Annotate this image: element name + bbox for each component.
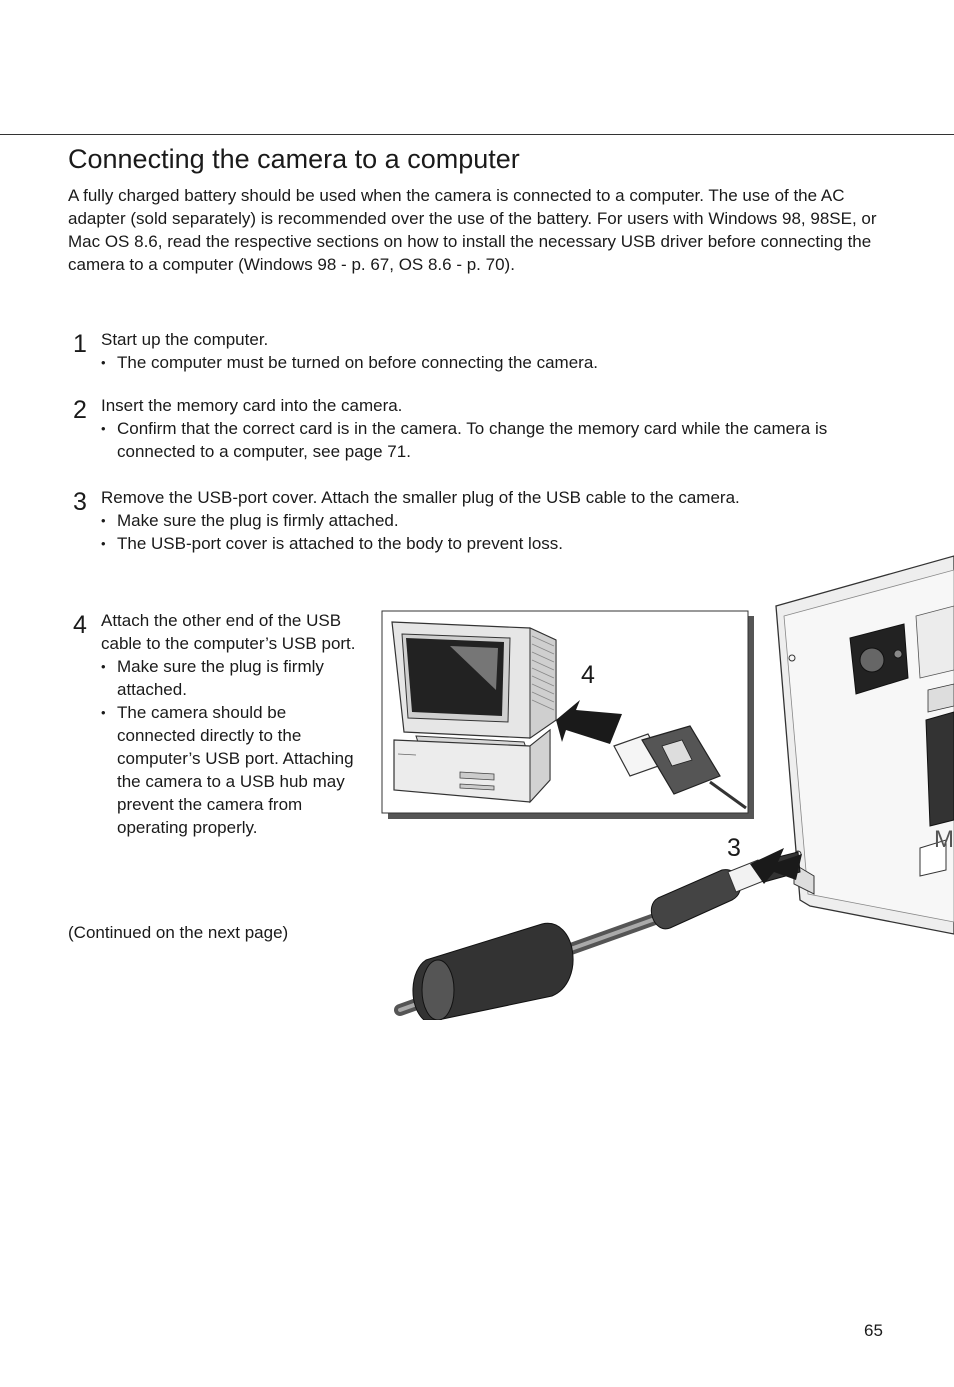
step-bullet: • The camera should be connected directly to the computer’s USB port. Attaching the camera to a USB hub may prevent the camera from operating properly. (101, 701, 363, 839)
step-number: 1 (73, 330, 87, 358)
step-bullet: • The USB-port cover is attached to the body to prevent loss. (101, 532, 898, 555)
step-number: 3 (73, 488, 87, 516)
step-bullet: • Make sure the plug is firmly attached. (101, 509, 898, 532)
step-number: 4 (73, 611, 87, 639)
intro-paragraph: A fully charged battery should be used when the camera is connected to a computer. The use of the AC adapter (sold separately) is recommended over the use of the battery. For users with Windows 98, 98SE, or Mac OS 8.6, read the respective sections on how to install the necessary USB driver before connecting the camera to a computer (Windows 98 - p. 67, OS 8.6 - p. 70). (68, 186, 877, 274)
connection-drawing (380, 550, 954, 1020)
computer-monitor-icon (392, 622, 556, 748)
step-text: Insert the memory card into the camera. (101, 396, 403, 415)
step-text: Start up the computer. (101, 330, 269, 349)
illustration-step-3-label: 3 (727, 834, 741, 862)
step-text: Remove the USB-port cover. Attach the smaller plug of the USB cable to the camera. (101, 488, 740, 507)
camera-logo-text: M (934, 826, 954, 853)
illustration-step-4-label: 4 (581, 661, 595, 689)
step-text: Attach the other end of the USB cable to the computer’s USB port. (101, 611, 356, 653)
step-bullet: • Confirm that the correct card is in the camera. To change the memory card while the camera is connected to a computer, see page 71. (101, 417, 901, 463)
usb-cable-icon (400, 852, 800, 1020)
page-title: Connecting the camera to a computer (68, 144, 520, 174)
camera-body-icon (776, 556, 954, 934)
header-rule (0, 134, 954, 135)
step-number: 2 (73, 396, 87, 424)
connection-illustration (380, 550, 954, 1020)
step-bullet: • The computer must be turned on before connecting the camera. (101, 351, 898, 374)
page-number: 65 (864, 1321, 883, 1340)
continued-note: (Continued on the next page) (68, 923, 289, 942)
step-bullet: • Make sure the plug is firmly attached. (101, 655, 363, 701)
